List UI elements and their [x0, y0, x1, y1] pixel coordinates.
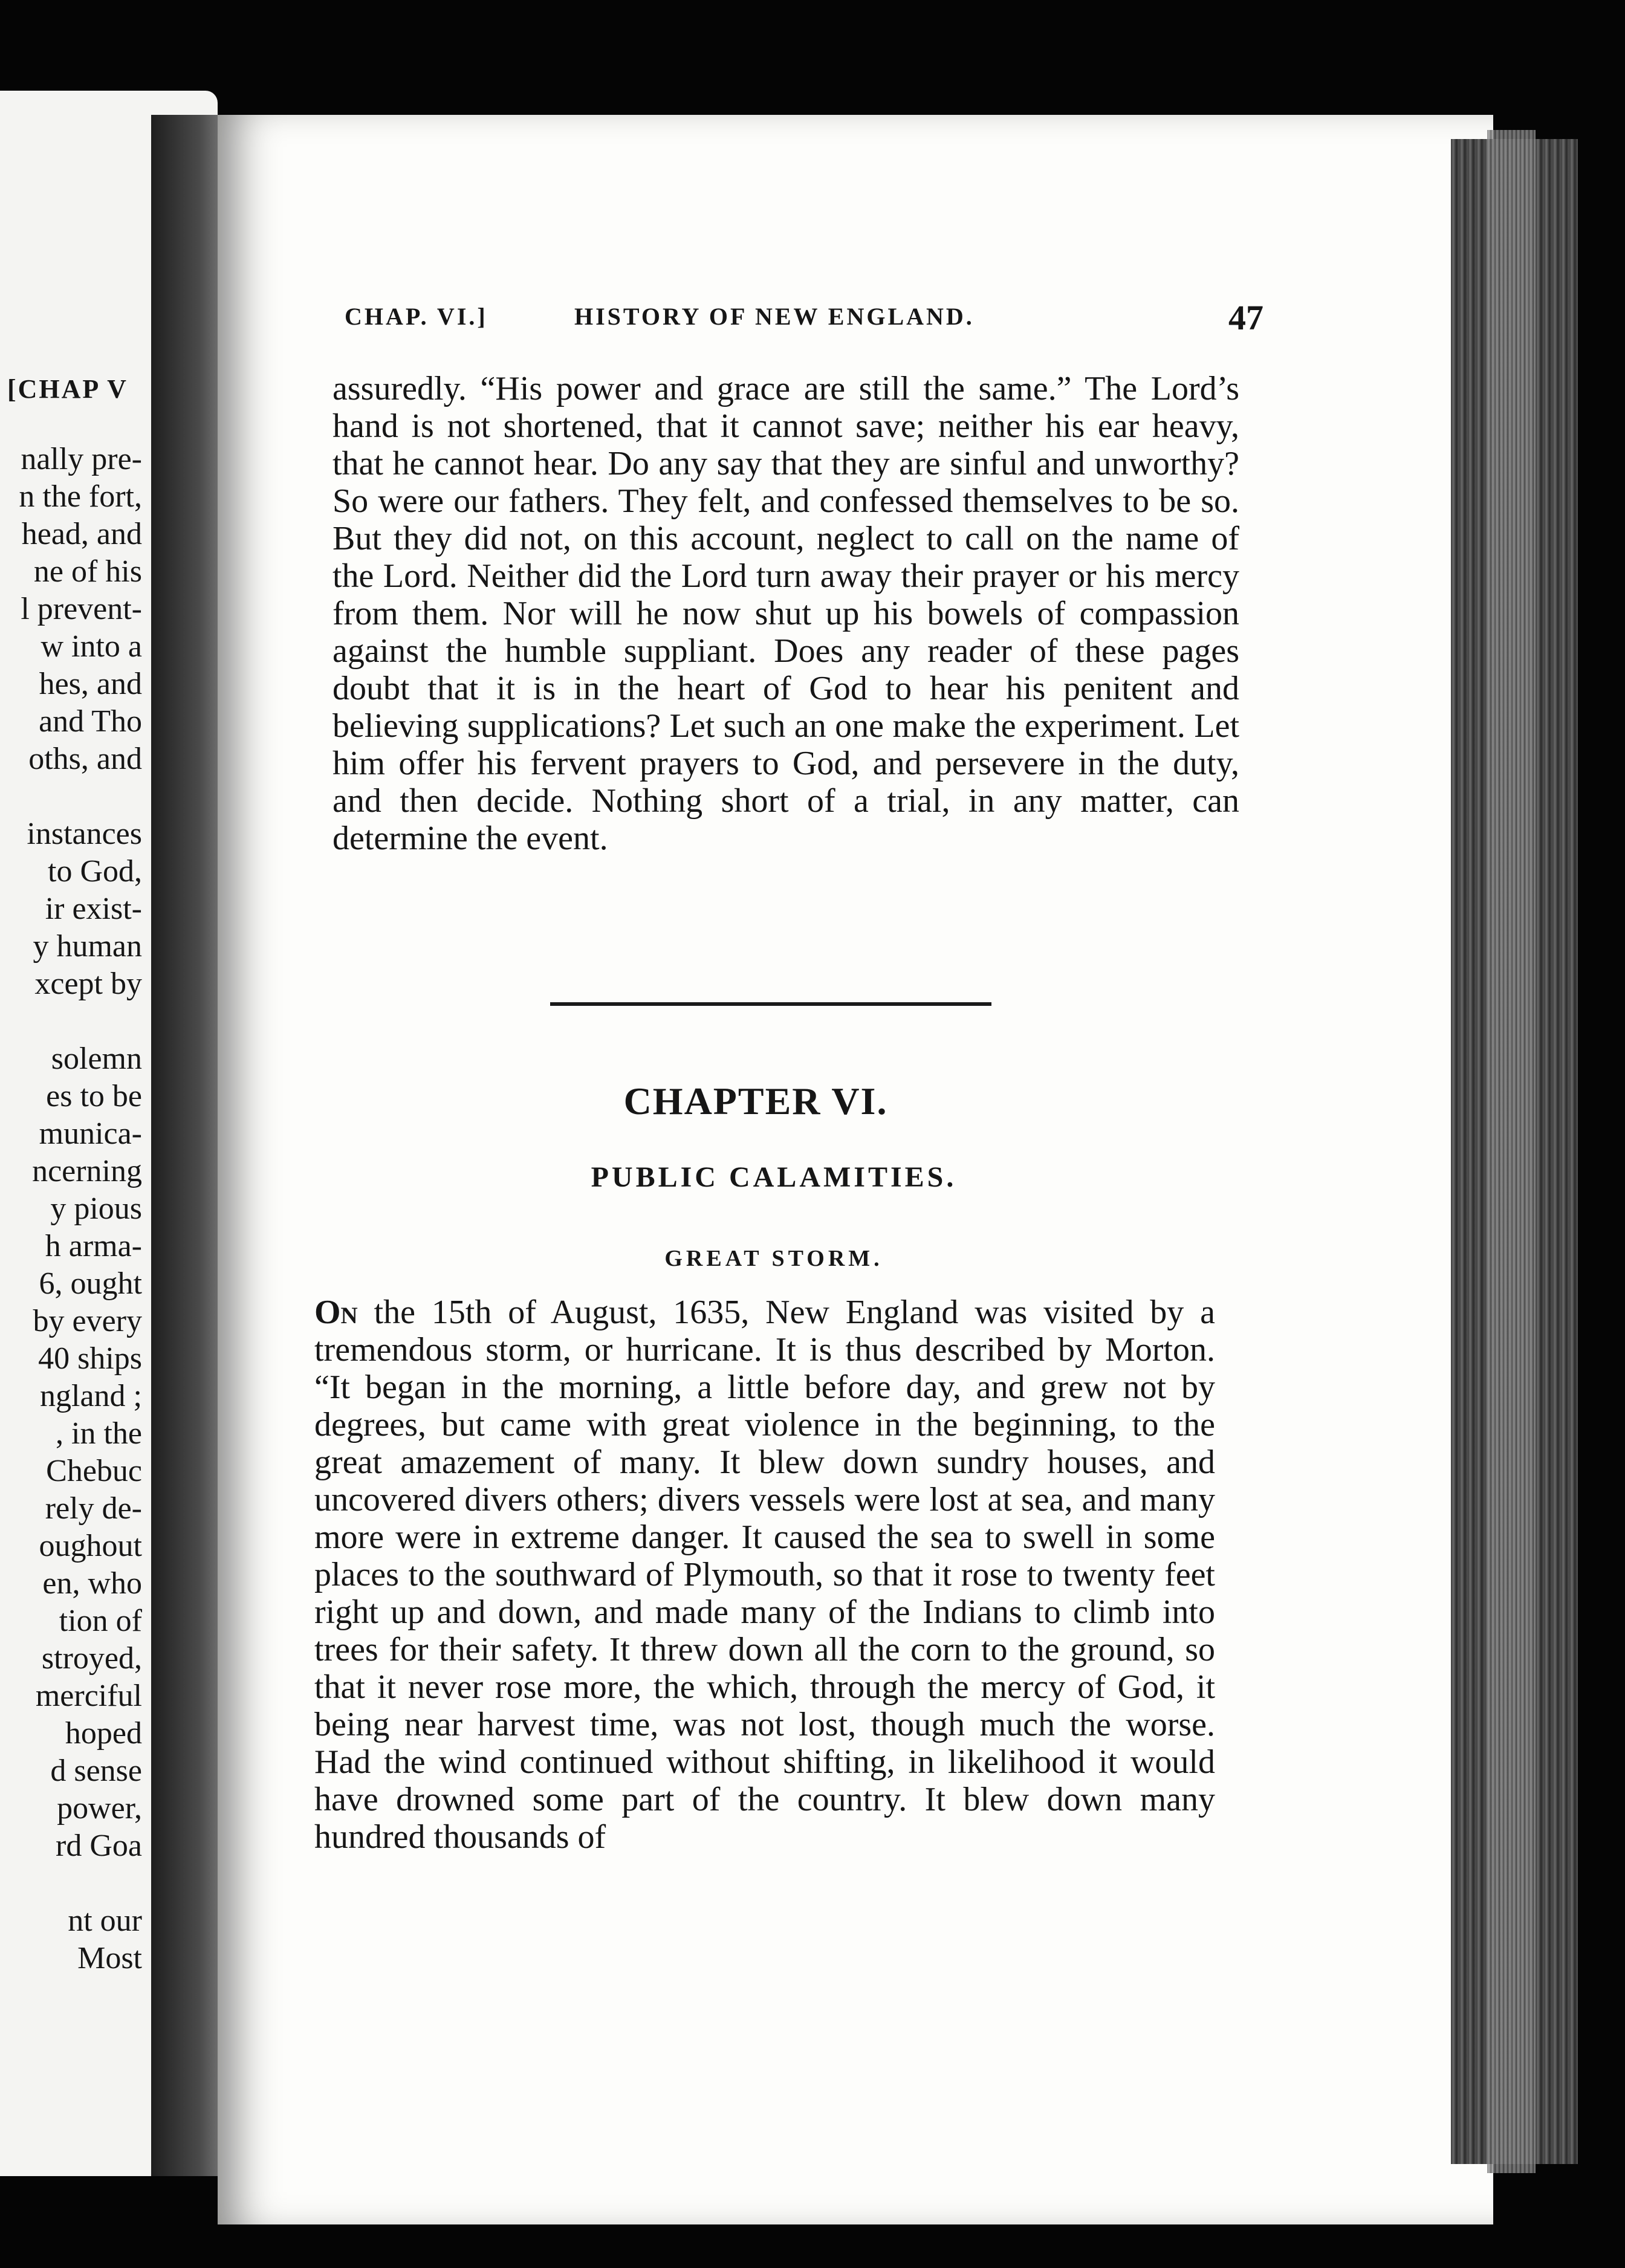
left-page-line: solemn — [51, 1042, 142, 1076]
chapter-title: CHAPTER VI. — [623, 1080, 888, 1123]
left-page-line: oths, and — [28, 742, 142, 776]
paragraph-2-body: the 15th of August, 1635, New England was visited by a tremendous storm, or hurricane. It is thus described by Morton. “It began in the morning, a little before day, and grew not by degrees, but came with great violence in the beginning, to the great amazement of many. It blew down sundry houses, and uncovered divers others; divers vessels were lost at sea, and many more were in extreme danger. It caused the sea to swell in some places to the southward of Plymouth, so that it rose to twenty feet right up and down, and made many of the Indians to climb into trees for their safety. It threw down all the corn to the ground, so that it never rose more, the which, through the mercy of God, it being near harvest time, was not lost, though much the worse. Had the wind continued without shifting, in likelihood it would have drowned some part of the country. It blew down many hundred thousands of — [314, 1294, 1216, 1856]
left-page-line: 6, ought — [39, 1266, 142, 1301]
left-page-line: hoped — [65, 1716, 142, 1751]
left-page-line: xcept by — [34, 967, 142, 1001]
left-page-line: nally pre- — [21, 442, 142, 476]
left-page-line: , in the — [56, 1416, 142, 1451]
paragraph-2-dropcap: On — [314, 1294, 358, 1331]
running-head-title: HISTORY OF NEW ENGLAND. — [574, 303, 975, 330]
section-title: PUBLIC CALAMITIES. — [591, 1161, 957, 1193]
section-divider — [550, 1002, 991, 1006]
left-page-line: l prevent- — [21, 592, 142, 626]
left-page-line: head, and — [21, 517, 142, 551]
left-page-line: munica- — [39, 1116, 142, 1151]
left-page-line: to God, — [48, 854, 142, 889]
running-head — [345, 298, 1263, 339]
running-head-chapter: CHAP. VI.] — [345, 303, 488, 330]
subsection-title: GREAT STORM. — [664, 1246, 883, 1271]
left-page-line: d sense — [50, 1754, 142, 1788]
left-page-line: ne of his — [33, 554, 142, 589]
left-page-line: rd Goa — [56, 1829, 142, 1863]
paragraph-2-text — [314, 1294, 1215, 1856]
left-page-line: ir exist- — [45, 892, 142, 926]
paragraph-1 — [332, 370, 1239, 857]
left-page-line: and Tho — [39, 704, 142, 739]
left-running-head: [CHAP V — [7, 374, 128, 404]
left-page-line: Chebuc — [46, 1454, 142, 1488]
left-page-line: es to be — [46, 1079, 142, 1113]
left-page-line: stroyed, — [41, 1641, 142, 1676]
left-page-line: by every — [33, 1304, 142, 1338]
left-page-line: power, — [57, 1791, 142, 1826]
left-page-line: 40 ships — [38, 1341, 142, 1376]
paragraph-1-text: assuredly. “His power and grace are still the same.” The Lord’s hand is not shortened, that it cannot save; neither his ear heavy, that he cannot hear. Do any say that they are sinful and unworthy? So were our fathers. They felt, and confessed themselves to be so. But they did not, on this account, neglect to call on the name of the Lord. Neither did the Lord turn away their prayer or his mercy from them. Nor will he now shut up his bowels of compassion against the humble suppliant. Does any reader of these pages doubt that it is in the heart of God to hear his penitent and believing supplications? Let such an one make the experiment. Let him offer his fervent prayers to God, and persevere in the duty, and then decide. Nothing short of a trial, in any matter, can determine the event. — [332, 370, 1239, 857]
left-page-line: Most — [77, 1941, 142, 1975]
left-page-line: h arma- — [45, 1229, 142, 1263]
left-page-line: ncerning — [32, 1154, 142, 1188]
left-page-line: nt our — [68, 1904, 142, 1938]
left-page-line: merciful — [35, 1679, 142, 1713]
left-page-line: en, who — [42, 1566, 142, 1601]
paragraph-2 — [314, 1294, 1215, 1856]
left-page-line: rely de- — [45, 1491, 142, 1526]
left-page-line: y human — [33, 929, 142, 964]
left-page-line: y pious — [50, 1191, 142, 1226]
page-number: 47 — [1228, 298, 1263, 337]
left-page-line: n the fort, — [19, 479, 142, 514]
page-edges-highlight — [1487, 130, 1536, 2173]
left-page-line: ngland ; — [40, 1379, 142, 1413]
left-page-line: w into a — [41, 629, 142, 664]
left-page-line: hes, and — [39, 667, 142, 701]
left-page-line: oughout — [39, 1529, 142, 1563]
left-page-line: instances — [27, 817, 142, 851]
left-page-line: tion of — [59, 1604, 142, 1638]
